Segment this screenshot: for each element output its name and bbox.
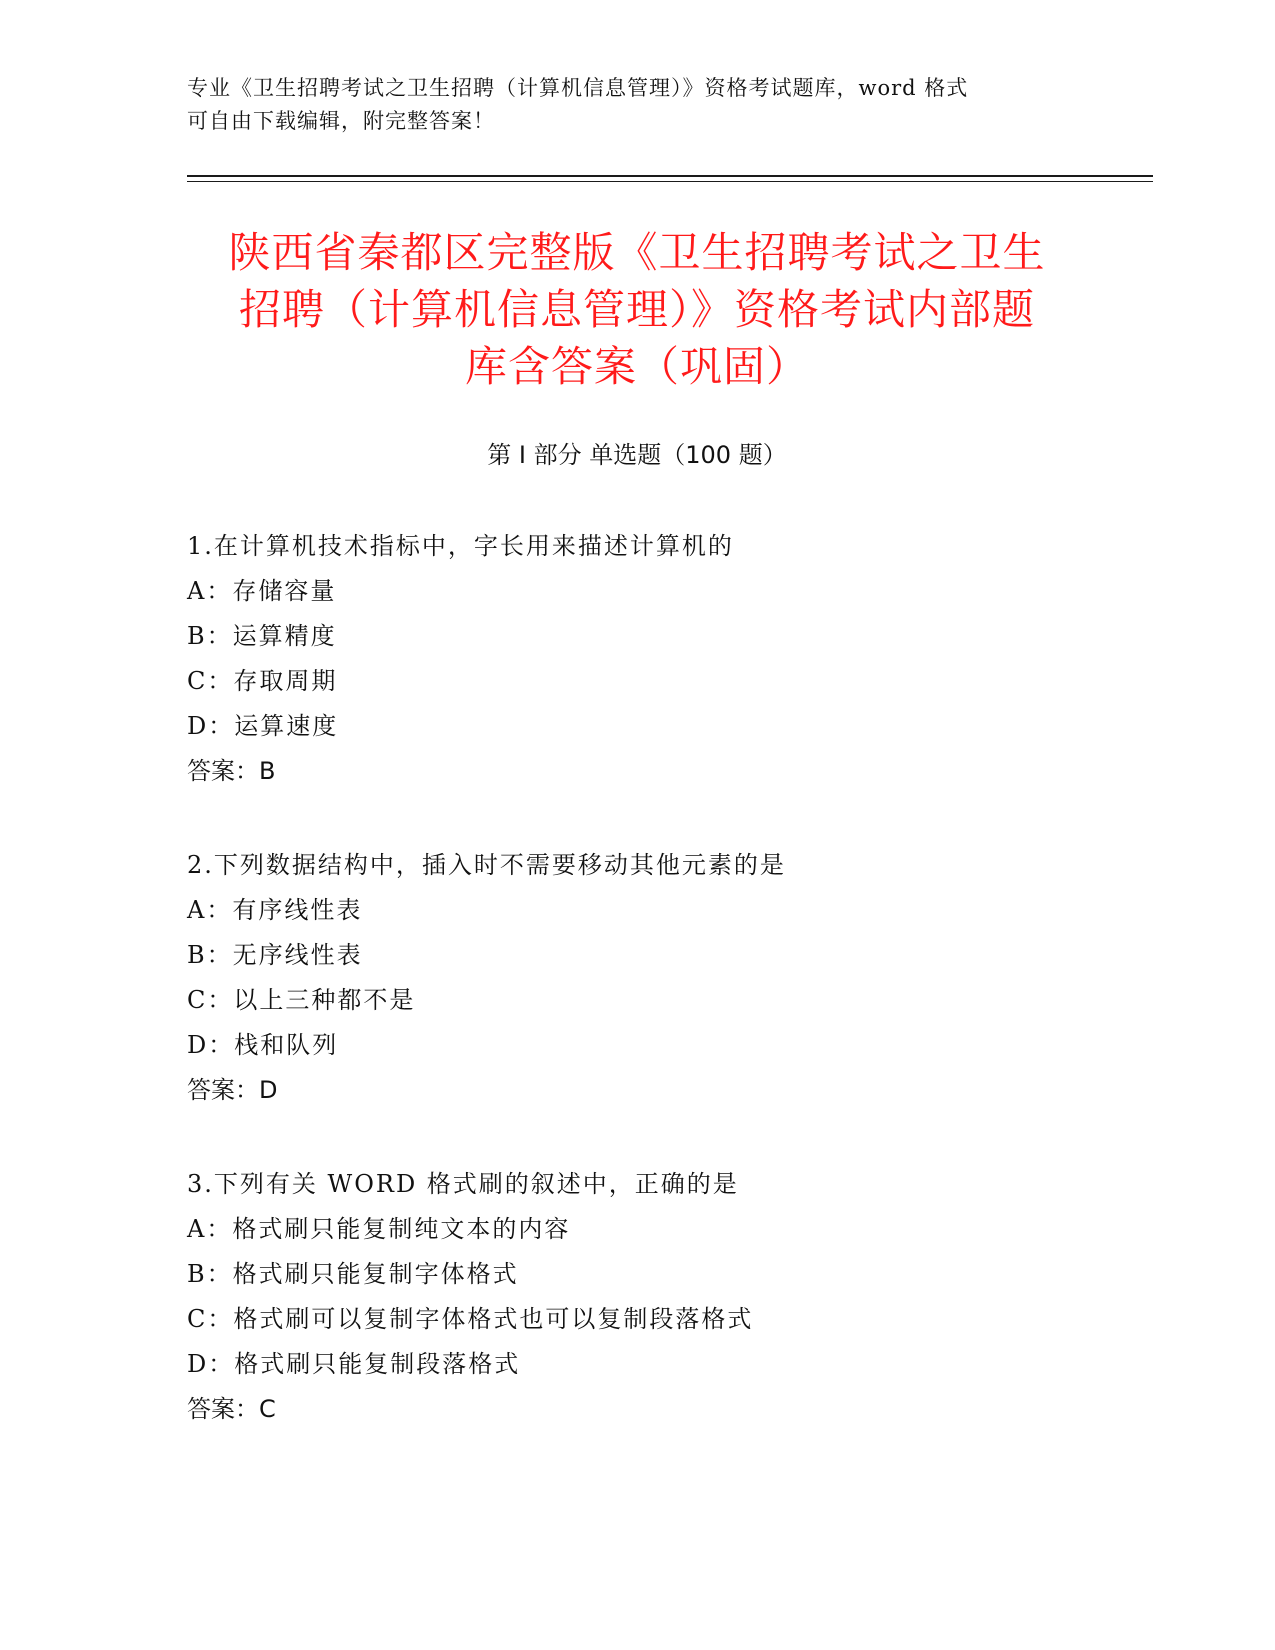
question-stem: 2.下列数据结构中，插入时不需要移动其他元素的是 [187, 851, 786, 879]
option-d: D：运算速度 [187, 712, 339, 740]
option-b: B：格式刷只能复制字体格式 [187, 1260, 519, 1288]
option-c: C：格式刷可以复制字体格式也可以复制段落格式 [187, 1305, 754, 1333]
question-1 [187, 524, 1187, 794]
header-rule-thick [187, 175, 1153, 177]
option-b: B：运算精度 [187, 622, 337, 650]
title-line-3: 库含答案（巩固） [464, 342, 809, 391]
option-a: A：有序线性表 [187, 896, 363, 924]
answer-line: 答案：B [187, 757, 276, 785]
intro-line-1: 专业《卫生招聘考试之卫生招聘（计算机信息管理）》资格考试题库，word 格式 [187, 76, 969, 100]
section-heading: 第 I 部分 单选题（100 题） [487, 441, 787, 469]
document-title [187, 224, 1087, 395]
intro-line-2: 可自由下载编辑，附完整答案！ [187, 109, 495, 133]
option-c: C：以上三种都不是 [187, 986, 416, 1014]
option-c: C：存取周期 [187, 667, 338, 695]
title-line-2: 招聘（计算机信息管理）》资格考试内部题 [238, 285, 1035, 334]
question-3 [187, 1162, 1187, 1432]
question-stem: 1.在计算机技术指标中，字长用来描述计算机的 [187, 532, 734, 560]
header-rule-thin [187, 181, 1153, 182]
option-a: A：格式刷只能复制纯文本的内容 [187, 1215, 571, 1243]
title-line-1: 陕西省秦都区完整版《卫生招聘考试之卫生 [228, 228, 1046, 277]
answer-line: 答案：D [187, 1076, 278, 1104]
option-d: D：格式刷只能复制段落格式 [187, 1350, 521, 1378]
option-a: A：存储容量 [187, 577, 337, 605]
intro-text [187, 72, 1087, 138]
answer-line: 答案：C [187, 1395, 276, 1423]
question-stem: 3.下列有关 WORD 格式刷的叙述中，正确的是 [187, 1170, 739, 1198]
question-2 [187, 843, 1187, 1113]
option-d: D：栈和队列 [187, 1031, 339, 1059]
option-b: B：无序线性表 [187, 941, 363, 969]
